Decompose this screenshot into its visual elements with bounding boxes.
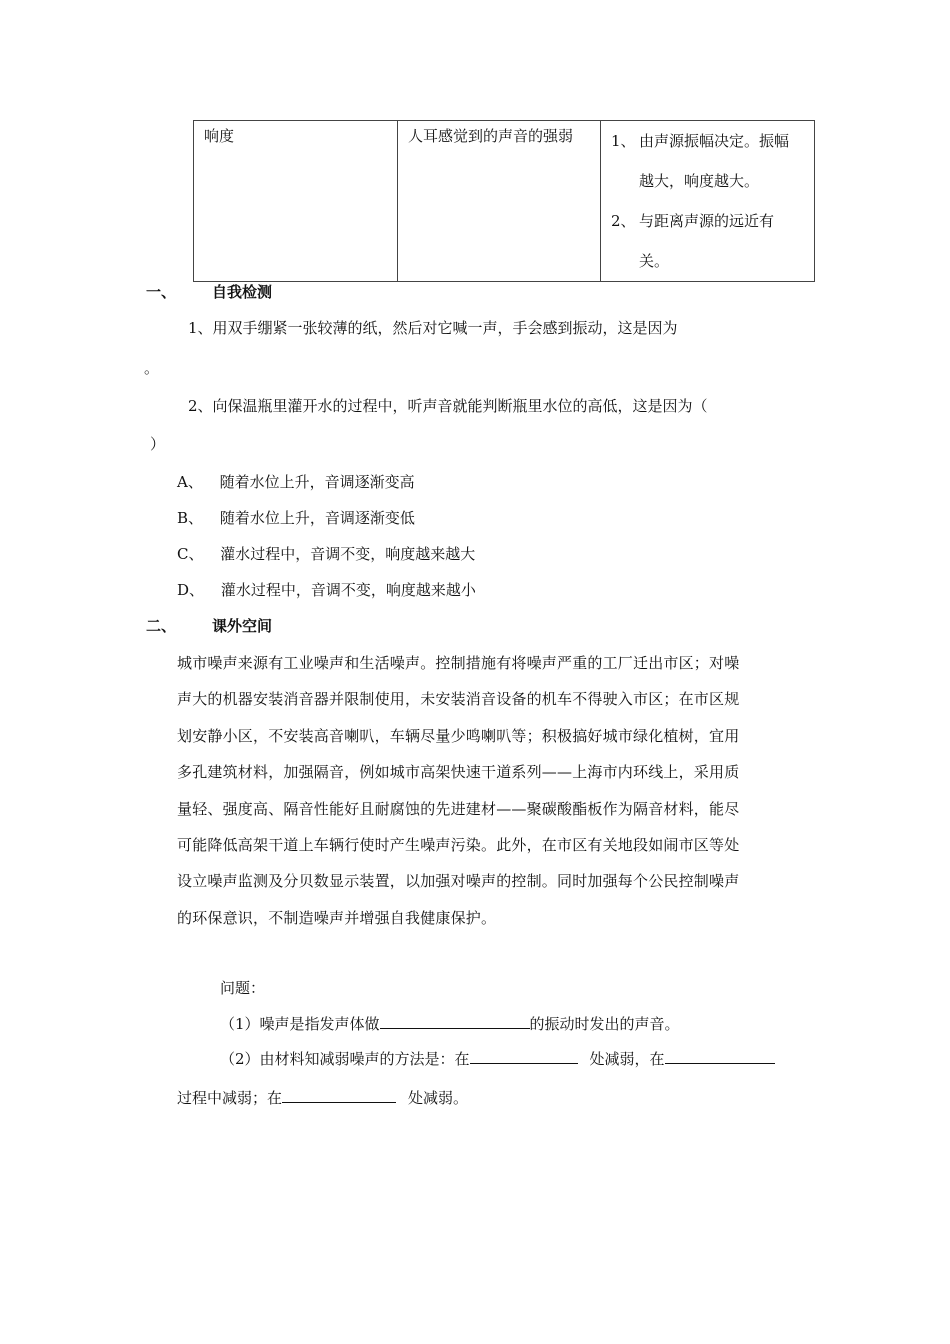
question-1-text: 1、用双手绷紧一张较薄的纸，然后对它喊一声，手会感到振动，这是因为 [188, 319, 678, 337]
paragraph-line: 量轻、强度高、隔音性能好且耐腐蚀的先进建材——聚碳酸酯板作为隔音材料，能尽 [177, 799, 740, 818]
fill-question-2 [220, 1048, 775, 1069]
paragraph-line: 城市噪声来源有工业噪声和生活噪声。控制措施有将噪声严重的工厂迁出市区；对噪 [177, 654, 740, 672]
factor-line: 由声源振幅决定。振幅 [639, 132, 790, 150]
section-title: 自我检测 [212, 283, 273, 301]
fill-question-2-mid: 处减弱，在 [589, 1050, 665, 1068]
fill-question-1-prefix: （1）噪声是指发声体做 [220, 1015, 380, 1033]
factors-cell [601, 121, 815, 282]
factor-number: 1、 [611, 132, 636, 150]
paragraph-line: 的环保意识，不制造噪声并增强自我健康保护。 [177, 908, 497, 927]
section-title: 课外空间 [212, 617, 273, 635]
factor-number: 2、 [611, 212, 636, 230]
option-letter: D、 [177, 581, 205, 599]
question-2-text: 2、向保温瓶里灌开水的过程中，听声音就能判断瓶里水位的高低，这是因为（ [188, 397, 708, 415]
option-d[interactable] [177, 579, 476, 600]
paragraph-line: 可能降低高架干道上车辆行使时产生噪声污染。此外，在市区有关地段如闹市区等处 [177, 836, 740, 855]
factor-item [601, 121, 814, 201]
term-cell [194, 121, 398, 282]
answer-blank[interactable] [665, 1048, 775, 1064]
section-number: 一、 [146, 283, 177, 301]
term-text: 响度 [204, 127, 235, 145]
definition-text: 人耳感觉到的声音的强弱 [408, 127, 574, 145]
paragraph-line: 声大的机器安装消音器并限制使用，未安装消音设备的机车不得驶入市区；在市区规 [177, 690, 740, 709]
factor-item [601, 201, 814, 281]
question-label: 问题： [220, 979, 266, 997]
fill-question-1 [220, 1013, 680, 1034]
table-row [194, 121, 815, 282]
fill-question-2-line2 [177, 1087, 468, 1108]
paragraph-line: 多孔建筑材料，加强隔音，例如城市高架快速干道系列——上海市内环线上，采用质 [177, 763, 740, 782]
option-b[interactable] [177, 507, 415, 528]
option-a[interactable] [177, 471, 415, 492]
definition-cell [398, 121, 601, 282]
option-text: 随着水位上升，音调逐渐变高 [219, 473, 415, 491]
answer-blank[interactable] [470, 1048, 578, 1064]
loudness-table [193, 120, 815, 282]
factor-line: 与距离声源的远近有 [639, 212, 775, 230]
fill-question-2-prefix: （2）由材料知减弱噪声的方法是：在 [220, 1050, 470, 1068]
reading-paragraph [177, 645, 807, 936]
fill-question-1-suffix: 的振动时发出的声音。 [529, 1015, 680, 1033]
factor-line: 越大，响度越大。 [639, 172, 760, 190]
answer-blank[interactable] [380, 1013, 530, 1029]
question-1-end: 。 [144, 359, 160, 377]
section-number: 二、 [146, 617, 177, 635]
option-letter: A、 [177, 473, 203, 491]
paragraph-line: 划安静小区，不安装高音喇叭，车辆尽量少鸣喇叭等；积极搞好城市绿化植树，宜用 [177, 726, 740, 745]
paragraph-line: 设立噪声监测及分贝数显示装置，以加强对噪声的控制。同时加强每个公民控制噪声 [177, 872, 740, 891]
option-letter: C、 [177, 545, 204, 563]
option-c[interactable] [177, 543, 475, 564]
option-letter: B、 [177, 509, 204, 527]
fill-question-2-part-a: 过程中减弱；在 [177, 1089, 283, 1107]
option-text: 灌水过程中，音调不变，响度越来越小 [220, 581, 476, 599]
answer-blank[interactable] [282, 1087, 396, 1103]
option-text: 灌水过程中，音调不变，响度越来越大 [220, 545, 476, 563]
question-2-end: ） [150, 435, 166, 453]
option-text: 随着水位上升，音调逐渐变低 [219, 509, 415, 527]
fill-question-2-part-b: 处减弱。 [408, 1089, 469, 1107]
factor-line: 关。 [639, 252, 670, 270]
